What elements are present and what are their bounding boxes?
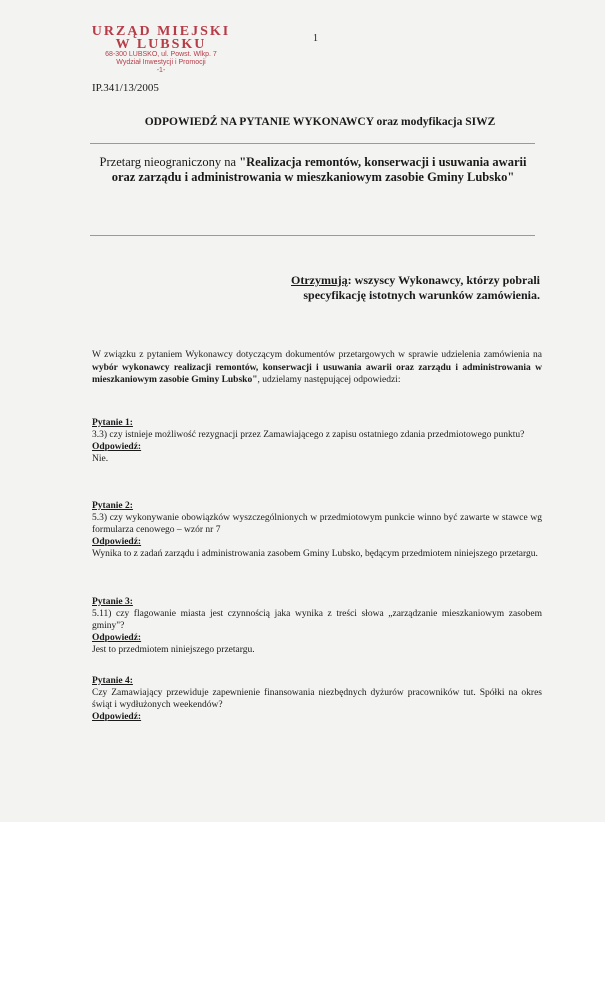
recipients-label: Otrzymują — [291, 273, 348, 287]
stamp-line-4: Wydział Inwestycji i Promocji — [116, 59, 206, 66]
question-label: Pytanie 1: — [92, 418, 133, 428]
stamp-line-1: URZĄD MIEJSKI — [91, 24, 231, 39]
recipients-text: : wszyscy Wykonawcy, którzy pobrali specyfikację istotnych warunków zamówienia. — [303, 273, 540, 302]
qa-item — [92, 500, 542, 560]
recipients-block — [280, 273, 540, 303]
qa-item — [92, 596, 542, 656]
answer-label: Odpowiedź: — [92, 712, 142, 722]
question-label: Pytanie 4: — [92, 676, 133, 686]
question-text: 3.3) czy istnieje możliwość rezygnacji przez Zamawiającego z zapisu ostatniego zdania przedmiotowego punktu? — [92, 430, 525, 440]
question-label: Pytanie 3: — [92, 597, 133, 607]
intro-part-2: , udzielamy następującej odpowiedzi: — [257, 375, 401, 385]
qa-item — [92, 417, 542, 465]
qa-item — [92, 675, 542, 723]
intro-paragraph — [92, 349, 542, 387]
question-text: Czy Zamawiający przewiduje zapewnienie finansowania niezbędnych dyżurów pracowników tut. Spółki na okres świąt i wydłużonych weekendów? — [92, 688, 542, 710]
intro-bold: wybór wykonawcy realizacji remontów, konserwacji i usuwania awarii oraz zarządu i administrowania w mieszkaniowym zasobie Gminy Lubsko" — [92, 362, 542, 385]
divider — [90, 235, 535, 236]
tender-name: "Realizacja remontów, konserwacji i usuwania awarii oraz zarządu i administrowania w mieszkaniowym zasobie Gminy Lubsko" — [111, 155, 527, 184]
stamp-line-3: 68-300 LUBSKO, ul. Powst. Wlkp. 7 — [105, 51, 217, 58]
tender-description — [88, 155, 538, 185]
intro-part-1: W związku z pytaniem Wykonawcy dotyczącym dokumentów przetargowych w sprawie udzielenia zamówienia na — [92, 350, 542, 360]
stamp-line-2: W LUBSKU — [115, 37, 207, 52]
question-text: 5.3) czy wykonywanie obowiązków wyszczególnionych w przedmiotowym punkcie winno być zawarte w stawce wg formularza cenowego – wzór nr 7 — [92, 513, 542, 535]
answer-text: Wynika to z zadań zarządu i administrowania zasobem Gminy Lubsko, będącym przedmiotem niniejszego przetargu. — [92, 549, 538, 559]
page-number: 1 — [313, 33, 318, 44]
answer-label: Odpowiedź: — [92, 442, 142, 452]
answer-text: Jest to przedmiotem niniejszego przetargu. — [92, 645, 255, 655]
document-title: ODPOWIEDŹ NA PYTANIE WYKONAWCY oraz modyfikacja SIWZ — [144, 116, 496, 128]
question-label: Pytanie 2: — [92, 501, 133, 511]
answer-text: Nie. — [92, 454, 109, 464]
reference-number: IP.341/13/2005 — [92, 82, 159, 94]
answer-label: Odpowiedź: — [92, 537, 142, 547]
answer-label: Odpowiedź: — [92, 633, 142, 643]
office-stamp — [86, 25, 236, 75]
question-text: 5.11) czy flagowanie miasta jest czynnością jaka wynika z treści słowa „zarządzanie mieszkaniowym zasobem gminy"? — [92, 609, 542, 631]
stamp-line-5: -1- — [156, 67, 166, 74]
tender-prefix: Przetarg nieograniczony na — [99, 155, 240, 169]
divider — [90, 143, 535, 144]
